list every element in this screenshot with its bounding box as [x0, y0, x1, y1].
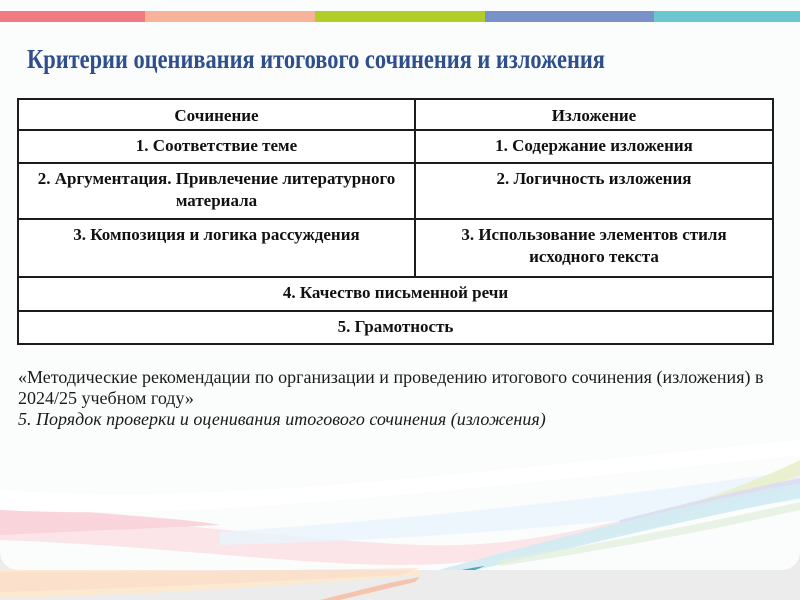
stripe-segment-coral: [0, 11, 145, 22]
table-cell: 2. Аргументация. Привлечение литературного материала: [18, 163, 415, 219]
stripe-segment-blue: [485, 11, 654, 22]
column-header-exposition: Изложение: [415, 99, 773, 130]
table-cell: 1. Содержание изложения: [415, 130, 773, 163]
table-cell-shared: 4. Качество письменной речи: [18, 277, 773, 311]
criteria-table: [17, 98, 774, 345]
citation-section: 5. Порядок проверки и оценивания итогового сочинения (изложения): [18, 409, 546, 429]
table-row-shared: [18, 311, 773, 344]
page-title: Критерии оценивания итогового сочинения и изложения: [27, 44, 605, 74]
table-cell: 3. Композиция и логика рассуждения: [18, 219, 415, 277]
citation-source: «Методические рекомендации по организации и проведению итогового сочинения (изложения) в 2024/25 учебном году»: [18, 367, 764, 408]
table-cell-shared: 5. Грамотность: [18, 311, 773, 344]
stripe-segment-teal: [654, 11, 800, 22]
citation-block: [18, 367, 778, 430]
stripe-segment-lime: [315, 11, 485, 22]
column-header-essay: Сочинение: [18, 99, 415, 130]
table-row: [18, 219, 773, 277]
table-cell: 1. Соответствие теме: [18, 130, 415, 163]
table-header-row: [18, 99, 773, 130]
color-stripe-bar: [0, 11, 800, 22]
table-row: [18, 130, 773, 163]
table-row-shared: [18, 277, 773, 311]
table-row: [18, 163, 773, 219]
stripe-segment-peach: [145, 11, 315, 22]
table-cell: 2. Логичность изложения: [415, 163, 773, 219]
table-cell: 3. Использование элементов стиля исходного текста: [415, 219, 773, 277]
